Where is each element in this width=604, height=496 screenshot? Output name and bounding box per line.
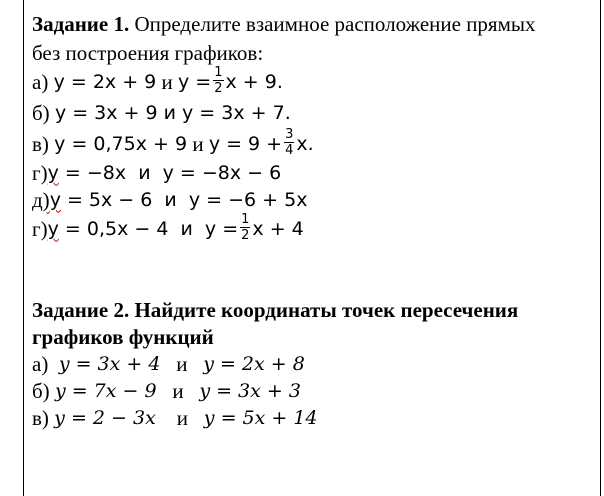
task1-title: Задание 1.	[32, 11, 130, 36]
spellcheck-label: д)	[32, 187, 50, 212]
equation-post: x + 4	[252, 217, 304, 240]
task1-item-a	[32, 66, 598, 97]
conjunction: и	[176, 405, 189, 430]
task2-title-line1: Задание 2. Найдите координаты точек пересечения	[32, 297, 519, 322]
equation-lhs: y = 2x + 9	[53, 70, 157, 93]
fraction	[213, 66, 223, 95]
task1-text-line1: Определите взаимное расположение прямых	[134, 11, 536, 36]
equation-pre: = 0,5x − 4 и y =	[58, 217, 239, 240]
equation-1: y = 3x + 4	[58, 352, 161, 375]
equation-rhs-post: x + 9.	[225, 70, 283, 93]
equation-1: y = 7x − 9	[54, 379, 157, 402]
item-label: в)	[32, 131, 49, 156]
spellcheck-y: y	[49, 188, 61, 211]
equation-2: y = 5x + 14	[203, 406, 318, 429]
equation-rhs-post: x.	[296, 132, 314, 155]
equation: = −8x и y = −8x − 6	[58, 161, 282, 184]
equation-rhs-pre: y =	[178, 70, 212, 93]
spellcheck-y: y	[47, 161, 59, 184]
fraction-denominator: 2	[214, 81, 223, 96]
equation-1: y = 2 − 3x	[54, 406, 156, 429]
fraction-numerator: 1	[214, 65, 223, 80]
task1-heading	[32, 8, 598, 39]
equation: y = 3x + 9 и y = 3x + 7.	[54, 101, 291, 124]
document-body	[32, 8, 598, 431]
task1-item-g2	[32, 213, 598, 244]
task1-item-d	[32, 186, 598, 213]
task2-heading	[32, 296, 598, 323]
conjunction: и	[192, 131, 204, 156]
task2-item-v	[32, 404, 598, 431]
item-label: г)	[32, 216, 48, 241]
page-right-border	[600, 0, 601, 496]
conjunction: и	[172, 378, 184, 403]
spacer	[32, 244, 598, 296]
task1-item-g1	[32, 159, 598, 186]
conjunction: и	[176, 351, 188, 376]
task2-item-a	[32, 350, 598, 377]
task2-item-b	[32, 377, 598, 404]
task1-heading-cont	[32, 39, 598, 66]
fraction	[284, 128, 294, 157]
task2-heading-cont	[32, 323, 598, 350]
item-label: г)	[32, 160, 48, 185]
task1-text-line2: без построения графиков:	[32, 40, 264, 65]
fraction	[240, 213, 250, 242]
spellcheck-y: y	[47, 217, 59, 240]
equation-2: y = 2x + 8	[203, 352, 305, 375]
conjunction: и	[161, 69, 173, 94]
equation-lhs: y = 0,75x + 9	[54, 132, 188, 155]
fraction-numerator: 3	[285, 127, 294, 142]
task1-item-b	[32, 97, 598, 128]
item-label: б)	[32, 100, 50, 125]
equation-rhs-pre: y = 9 +	[208, 132, 283, 155]
page-left-border	[23, 0, 24, 496]
equation-2: y = 3x + 3	[199, 379, 301, 402]
task1-item-v	[32, 128, 598, 159]
fraction-numerator: 1	[241, 212, 250, 227]
item-label: б)	[32, 378, 50, 403]
fraction-denominator: 2	[241, 228, 250, 243]
fraction-denominator: 4	[285, 143, 294, 158]
item-label: а)	[32, 351, 49, 376]
equation: = 5x − 6 и y = −6 + 5x	[60, 188, 308, 211]
item-label: а)	[32, 69, 49, 94]
item-label: в)	[32, 405, 49, 430]
task2-title-line2: графиков функций	[32, 324, 214, 349]
